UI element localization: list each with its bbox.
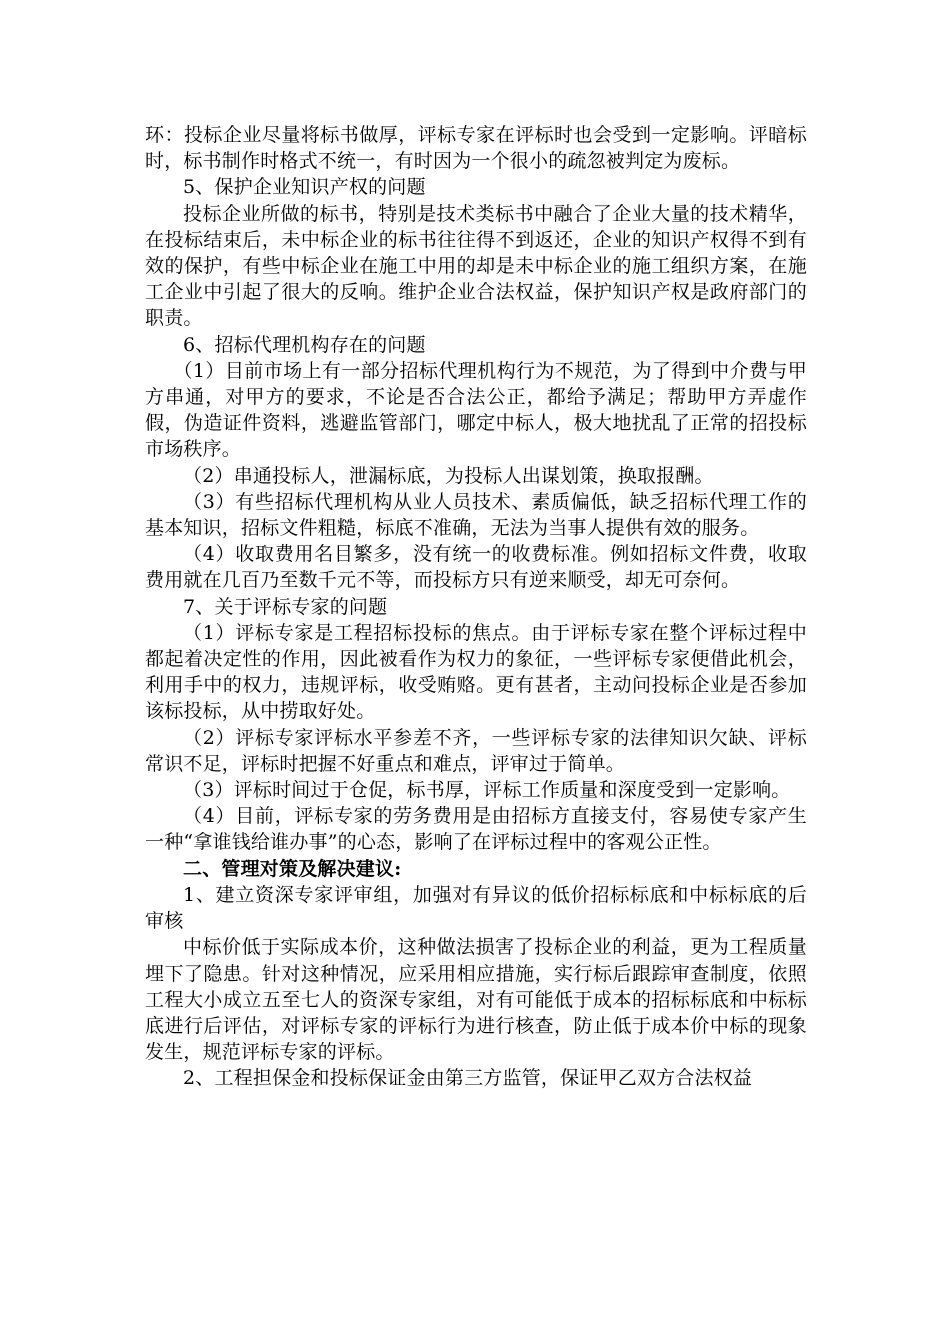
paragraph-5: （3）有些招标代理机构从业人员技术、素质偏低，缺乏招标代理工作的基本知识，招标文件粗糙，标底不准确，无法为当事人提供有效的服务。 xyxy=(145,490,807,540)
paragraph-3: （1）目前市场上有一部分招标代理机构行为不规范，为了得到中介费与甲方串通，对甲方的要求，不论是否合法公正，都给予满足；帮助甲方弄虚作假，伪造证件资料，逃避监管部门，哪定中标人，极大地扰乱了正常的招投标市场秩序。 xyxy=(145,359,807,461)
paragraph-10: （4）目前，评标专家的劳务费用是由招标方直接支付，容易使专家产生一种“拿谁钱给谁办事”的心态，影响了在评标过程中的客观公正性。 xyxy=(145,805,807,854)
paragraph-1: 环：投标企业尽量将标书做厚，评标专家在评标时也会受到一定影响。评暗标时，标书制作时格式不统一，有时因为一个很小的疏忽被判定为废标。 xyxy=(145,124,807,173)
section-heading-5: 5、保护企业知识产权的问题 xyxy=(183,176,426,199)
paragraph-4: （2）串通投标人，泄漏标底，为投标人出谋划策，换取报酬。 xyxy=(183,464,714,487)
paragraph-8: （2）评标专家评标水平参差不齐，一些评标专家的法律知识欠缺、评标常识不足，评标时把握不好重点和难点，评审过于简单。 xyxy=(145,726,807,775)
paragraph-6: （4）收取费用名目繁多，没有统一的收费标准。例如招标文件费，收取费用就在几百乃至数千元不等，而投标方只有逆来顺受，却无可奈何。 xyxy=(145,543,807,592)
paragraph-2: 投标企业所做的标书，特别是技术类标书中融合了企业大量的技术精华，在投标结束后，未中标企业的标书往往得不到返还，企业的知识产权得不到有效的保护，有些中标企业在施工中用的却是未中标企业的施工组织方案，在施工企业中引起了很大的反响。维护企业合法权益，保护知识产权是政府部门的职责。 xyxy=(145,202,807,330)
subsection-heading-2: 2、工程担保金和投标保证金由第三方监管，保证甲乙双方合法权益 xyxy=(183,1067,753,1090)
chapter-heading-2: 二、管理对策及解决建议: xyxy=(183,857,402,880)
document-page xyxy=(145,122,807,1092)
paragraph-7: （1）评标专家是工程招标投标的焦点。由于评标专家在整个评标过程中都起着决定性的作用，因此被看作为权力的象征，一些评标专家便借此机会，利用手中的权力，违规评标，收受贿赂。更有甚者，主动问投标企业是否参加该标投标，从中捞取好处。 xyxy=(145,621,807,723)
section-heading-6: 6、招标代理机构存在的问题 xyxy=(183,333,426,356)
subsection-heading-1: 1、建立资深专家评审组，加强对有异议的低价招标标底和中标标底的后审核 xyxy=(145,883,807,933)
section-heading-7: 7、关于评标专家的问题 xyxy=(183,595,388,618)
paragraph-11: 中标价低于实际成本价，这种做法损害了投标企业的利益，更为工程质量埋下了隐患。针对这种情况，应采用相应措施，实行标后跟踪审查制度，依照工程大小成立五至七人的资深专家组，对有可能低于成本的招标标底和中标标底进行后评估，对评标专家的评标行为进行核查，防止低于成本价中标的现象发生，规范评标专家的评标。 xyxy=(145,936,807,1064)
paragraph-9: （3）评标时间过于仓促，标书厚，评标工作质量和深度受到一定影响。 xyxy=(183,779,791,802)
